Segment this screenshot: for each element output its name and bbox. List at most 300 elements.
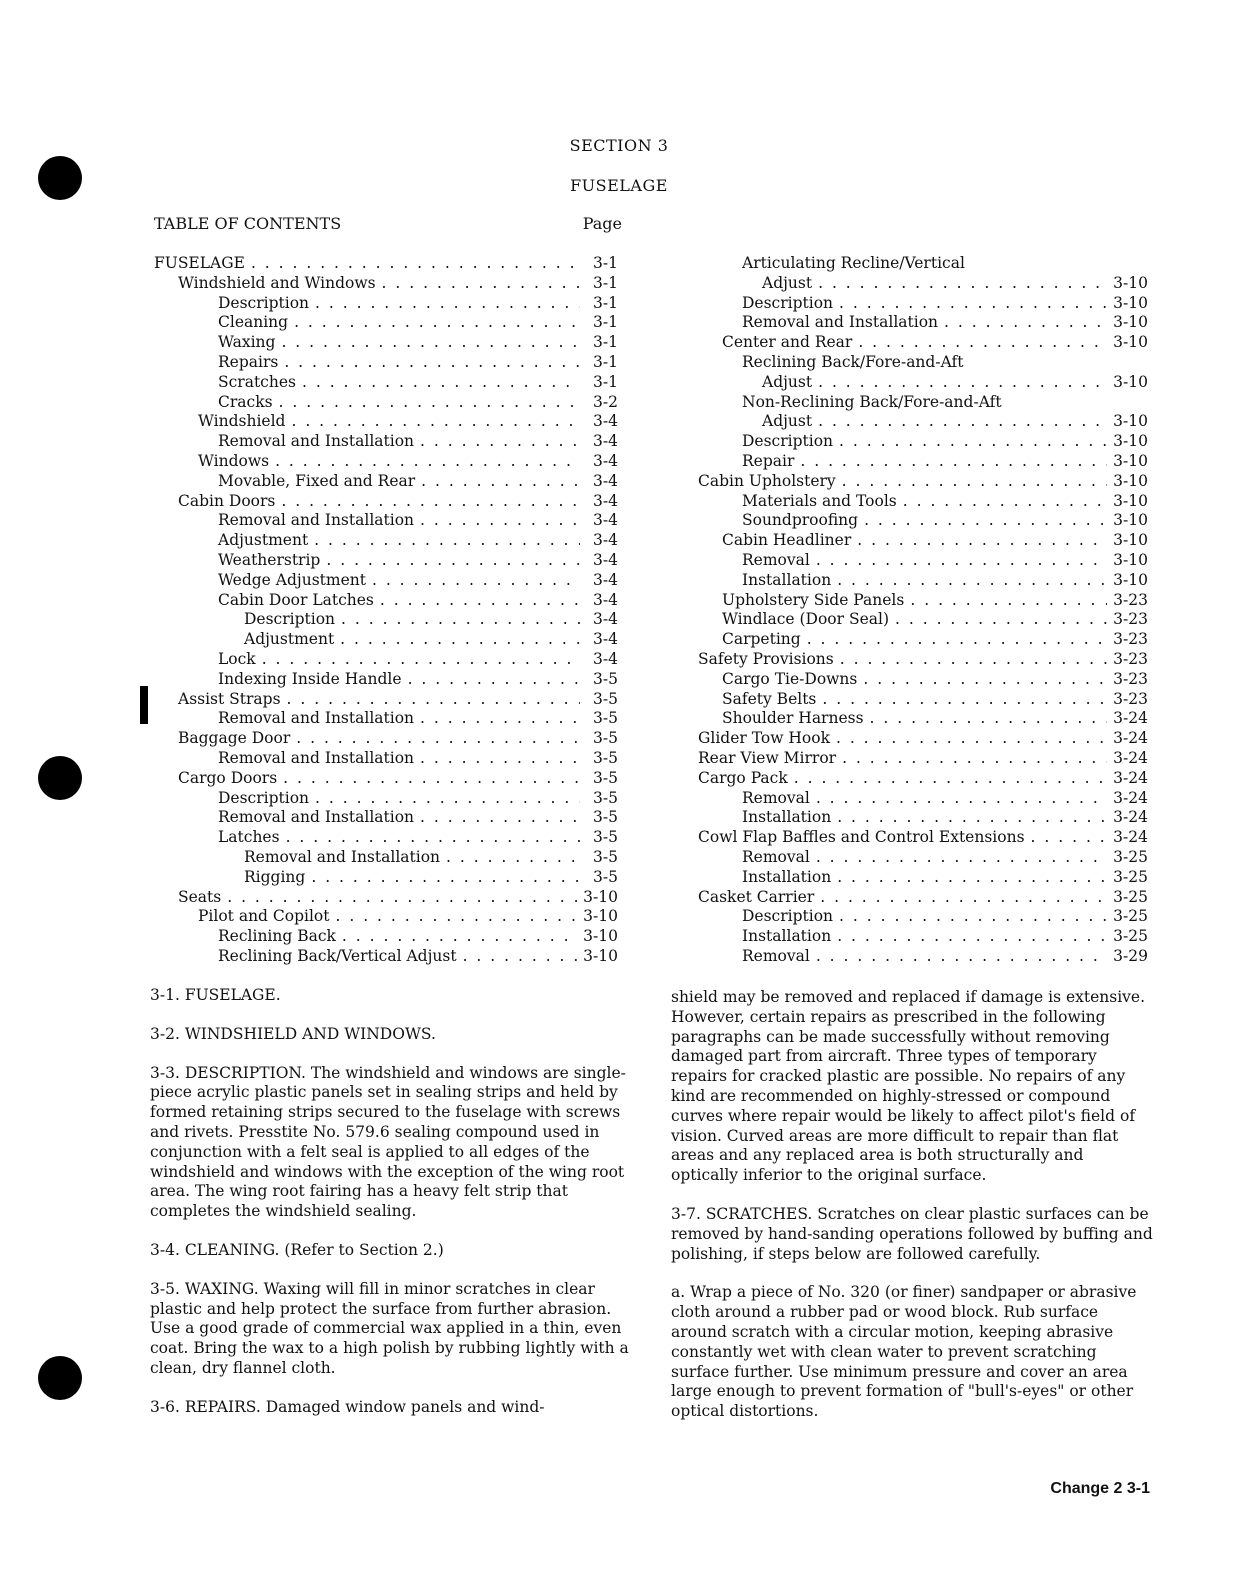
- toc-entry-page: 3-4: [593, 511, 618, 530]
- toc-entry-title: Cabin Headliner: [722, 531, 852, 550]
- toc-entry-title: Cracks: [218, 392, 273, 411]
- toc-entry-title: Wedge Adjustment: [218, 570, 366, 589]
- toc-entry-page: 3-4: [593, 491, 618, 510]
- toc-entry-title: Assist Straps: [178, 689, 281, 708]
- toc-entry: [698, 313, 1148, 333]
- toc-entry: [698, 571, 1148, 591]
- toc-leader-dots: [895, 610, 1107, 630]
- toc-entry: [154, 630, 618, 650]
- toc-leader-dots: [858, 333, 1107, 353]
- toc-entry-page: 3-24: [1113, 828, 1148, 847]
- toc-entry: [154, 511, 618, 531]
- toc-leader-dots: [372, 571, 580, 591]
- toc-entry: [154, 690, 618, 710]
- toc-leader-dots: [294, 313, 580, 333]
- toc-leader-dots: [944, 313, 1107, 333]
- toc-entry-page: 3-4: [593, 630, 618, 649]
- toc-right-column: [698, 254, 1148, 967]
- body-paragraph: 3-2. WINDSHIELD AND WINDOWS.: [150, 1024, 436, 1043]
- toc-entry-title: Description: [742, 907, 834, 926]
- toc-leader-dots: [279, 393, 580, 413]
- toc-entry: [154, 808, 618, 828]
- toc-entry-page: 3-10: [1113, 511, 1148, 530]
- toc-leader-dots: [1031, 828, 1108, 848]
- toc-heading: TABLE OF CONTENTS: [154, 214, 342, 233]
- toc-entry: [154, 412, 618, 432]
- toc-leader-dots: [837, 927, 1107, 947]
- toc-entry-page: 3-10: [1113, 570, 1148, 589]
- toc-entry-title: Removal and Installation: [218, 748, 415, 767]
- toc-entry-title: Shoulder Harness: [722, 709, 864, 728]
- toc-leader-dots: [818, 412, 1107, 432]
- toc-entry-page: 3-4: [593, 412, 618, 431]
- toc-leader-dots: [446, 848, 580, 868]
- toc-leader-dots: [296, 729, 580, 749]
- toc-page-label: Page: [582, 214, 622, 233]
- toc-leader-dots: [822, 690, 1107, 710]
- toc-entry-page: 3-4: [593, 649, 618, 668]
- toc-entry: [154, 274, 618, 294]
- body-paragraph: shield may be removed and replaced if damage is extensive. However, certain repairs as prescribed in the following paragraphs can be made successfully without removing damaged part from aircraft. Three types of temporary repairs for cracked plastic are possible. No repairs of any kind are recommended on highly-stressed or compound curves where repair would be likely to affect pilot's field of vision. Curved areas are more difficult to repair than flat areas and any replaced area is both structurally and optically inferior to the original surface.: [671, 988, 1146, 1185]
- toc-entry-title: Non-Reclining Back/Fore-and-Aft: [742, 392, 1002, 411]
- section-number: SECTION 3: [569, 136, 669, 155]
- toc-entry-title: Description: [218, 293, 310, 312]
- toc-entry-page: 3-5: [593, 808, 618, 827]
- toc-entry-page: 3-5: [593, 828, 618, 847]
- toc-entry: [698, 551, 1148, 571]
- toc-entry-page: 3-10: [1113, 313, 1148, 332]
- toc-entry: [698, 769, 1148, 789]
- toc-entry: [698, 432, 1148, 452]
- toc-entry: [154, 848, 618, 868]
- toc-leader-dots: [420, 808, 580, 828]
- toc-leader-dots: [420, 749, 580, 769]
- toc-entry-page: 3-24: [1113, 729, 1148, 748]
- toc-entry-title: Waxing: [218, 333, 276, 352]
- toc-entry-page: 3-2: [593, 392, 618, 411]
- toc-entry-title: Windshield: [198, 412, 286, 431]
- toc-entry: [698, 749, 1148, 769]
- toc-entry-page: 3-10: [1113, 372, 1148, 391]
- toc-leader-dots: [818, 274, 1107, 294]
- toc-entry: [698, 492, 1148, 512]
- toc-leader-dots: [275, 452, 580, 472]
- toc-entry-title: Cabin Door Latches: [218, 590, 374, 609]
- toc-entry-title: Removal and Installation: [742, 313, 939, 332]
- toc-leader-dots: [903, 492, 1107, 512]
- toc-entry: [154, 373, 618, 393]
- toc-entry-page: 3-10: [1113, 471, 1148, 490]
- toc-entry-title: Removal and Installation: [218, 709, 415, 728]
- body-left-column: [150, 986, 630, 1437]
- toc-entry-title: Seats: [178, 887, 222, 906]
- toc-entry-page: 3-1: [593, 313, 618, 332]
- toc-leader-dots: [864, 511, 1107, 531]
- toc-leader-dots: [857, 531, 1107, 551]
- toc-leader-dots: [283, 769, 580, 789]
- toc-entry-title: Baggage Door: [178, 729, 291, 748]
- toc-entry: [698, 591, 1148, 611]
- toc-entry: [698, 650, 1148, 670]
- toc-entry-title: Description: [244, 610, 336, 629]
- toc-entry-title: Indexing Inside Handle: [218, 669, 402, 688]
- toc-entry: [154, 868, 618, 888]
- toc-entry-page: 3-10: [583, 887, 618, 906]
- toc-entry-title: Soundproofing: [742, 511, 859, 530]
- toc-leader-dots: [408, 670, 580, 690]
- toc-entry: [698, 254, 1148, 274]
- toc-entry-page: 3-10: [1113, 531, 1148, 550]
- toc-entry-page: 3-1: [593, 372, 618, 391]
- toc-entry-title: Removal: [742, 847, 810, 866]
- toc-entry-page: 3-5: [593, 689, 618, 708]
- toc-entry: [698, 472, 1148, 492]
- toc-entry-title: Cleaning: [218, 313, 289, 332]
- toc-leader-dots: [910, 591, 1107, 611]
- body-paragraph: 3-5. WAXING. Waxing will fill in minor scratches in clear plastic and help protect the surface from further abrasion. Use a good grade of commercial wax applied in a thin, even coat. Bring the wax to a high polish by rubbing lightly with a clean, dry flannel cloth.: [150, 1279, 629, 1377]
- toc-leader-dots: [420, 511, 580, 531]
- toc-entry-page: 3-4: [593, 451, 618, 470]
- toc-entry-page: 3-10: [583, 946, 618, 965]
- toc-leader-dots: [794, 769, 1107, 789]
- toc-leader-dots: [463, 947, 578, 967]
- toc-entry: [154, 551, 618, 571]
- toc-entry-page: 3-24: [1113, 709, 1148, 728]
- section-title: FUSELAGE: [570, 176, 668, 195]
- toc-leader-dots: [284, 353, 580, 373]
- toc-entry: [154, 432, 618, 452]
- toc-entry-title: Removal and Installation: [218, 511, 415, 530]
- toc-entry: [154, 828, 618, 848]
- toc-entry-title: Pilot and Copilot: [198, 907, 330, 926]
- toc-entry-title: Cowl Flap Baffles and Control Extensions: [698, 828, 1025, 847]
- toc-leader-dots: [286, 828, 580, 848]
- toc-entry-page: 3-1: [593, 273, 618, 292]
- body-paragraph: 3-4. CLEANING. (Refer to Section 2.): [150, 1240, 444, 1259]
- toc-entry: [698, 531, 1148, 551]
- toc-entry: [154, 709, 618, 729]
- toc-entry-page: 3-4: [593, 570, 618, 589]
- toc-entry-title: Adjustment: [218, 531, 309, 550]
- toc-entry-title: Description: [218, 788, 310, 807]
- toc-entry-page: 3-5: [593, 709, 618, 728]
- toc-entry-page: 3-4: [593, 432, 618, 451]
- toc-leader-dots: [842, 472, 1108, 492]
- toc-entry-title: Adjust: [762, 372, 813, 391]
- toc-entry-page: 3-10: [1113, 412, 1148, 431]
- toc-entry-title: Rigging: [244, 867, 306, 886]
- toc-entry-page: 3-5: [593, 669, 618, 688]
- toc-leader-dots: [818, 373, 1107, 393]
- toc-entry-title: Adjustment: [244, 630, 335, 649]
- toc-entry-page: 3-5: [593, 748, 618, 767]
- toc-entry-title: Cargo Tie-Downs: [722, 669, 858, 688]
- toc-entry-title: Center and Rear: [722, 333, 853, 352]
- toc-entry: [698, 511, 1148, 531]
- toc-entry-title: Description: [742, 432, 834, 451]
- toc-entry: [698, 789, 1148, 809]
- toc-entry-title: Windshield and Windows: [178, 273, 376, 292]
- toc-entry: [154, 947, 618, 967]
- toc-entry-page: 3-25: [1113, 927, 1148, 946]
- toc-entry-title: Windows: [198, 451, 270, 470]
- toc-entry-page: 3-5: [593, 867, 618, 886]
- toc-leader-dots: [380, 591, 580, 611]
- toc-entry-page: 3-10: [1113, 432, 1148, 451]
- toc-leader-dots: [315, 294, 580, 314]
- toc-entry-title: Removal: [742, 946, 810, 965]
- toc-entry-page: 3-10: [1113, 333, 1148, 352]
- toc-leader-dots: [863, 670, 1107, 690]
- toc-leader-dots: [816, 551, 1107, 571]
- toc-entry: [154, 452, 618, 472]
- toc-entry: [154, 313, 618, 333]
- body-paragraph: 3-1. FUSELAGE.: [150, 986, 281, 1004]
- toc-entry-page: 3-4: [593, 531, 618, 550]
- body-paragraph: 3-3. DESCRIPTION. The windshield and windows are single-piece acrylic plastic panels set in sealing strips and held by formed retaining strips secured to the fuselage with screws and rivets. Presstite No. 579.6 sealing compound used in conjunction with a felt seal is applied to all edges of the windshield and windows with the exception of the wing root area. The wing root fairing has a heavy felt strip that completes the windshield sealing.: [150, 1063, 626, 1221]
- toc-entry: [154, 531, 618, 551]
- toc-entry: [154, 353, 618, 373]
- binder-hole-middle: [38, 756, 82, 800]
- toc-entry: [698, 828, 1148, 848]
- toc-entry: [154, 591, 618, 611]
- toc-entry-page: 3-24: [1113, 768, 1148, 787]
- toc-leader-dots: [340, 630, 580, 650]
- toc-entry-title: Movable, Fixed and Rear: [218, 471, 416, 490]
- toc-entry-title: Rear View Mirror: [698, 748, 837, 767]
- toc-leader-dots: [870, 709, 1108, 729]
- toc-leader-dots: [287, 690, 580, 710]
- toc-leader-dots: [837, 808, 1107, 828]
- toc-leader-dots: [420, 432, 580, 452]
- toc-entry-page: 3-5: [593, 788, 618, 807]
- toc-leader-dots: [311, 868, 580, 888]
- toc-entry-title: Repair: [742, 451, 795, 470]
- toc-entry: [698, 848, 1148, 868]
- toc-entry-title: Cargo Pack: [698, 768, 788, 787]
- toc-leader-dots: [820, 888, 1107, 908]
- toc-entry: [698, 868, 1148, 888]
- toc-entry-title: Installation: [742, 867, 832, 886]
- toc-entry-title: Cabin Upholstery: [698, 471, 836, 490]
- toc-leader-dots: [839, 907, 1107, 927]
- toc-leader-dots: [839, 294, 1107, 314]
- toc-entry: [154, 789, 618, 809]
- toc-leader-dots: [836, 729, 1107, 749]
- toc-entry: [154, 907, 618, 927]
- toc-leader-dots: [314, 531, 580, 551]
- toc-leader-dots: [251, 254, 580, 274]
- toc-leader-dots: [302, 373, 580, 393]
- toc-entry-title: Latches: [218, 828, 280, 847]
- toc-entry: [698, 333, 1148, 353]
- toc-entry-page: 3-4: [593, 550, 618, 569]
- body-paragraph: 3-6. REPAIRS. Damaged window panels and wind-: [150, 1397, 545, 1416]
- toc-entry-page: 3-23: [1113, 630, 1148, 649]
- toc-entry: [154, 749, 618, 769]
- toc-entry-title: Installation: [742, 927, 832, 946]
- toc-entry: [154, 254, 618, 274]
- toc-entry-page: 3-4: [593, 590, 618, 609]
- toc-leader-dots: [281, 492, 580, 512]
- toc-entry-page: 3-25: [1113, 867, 1148, 886]
- toc-entry-page: 3-10: [1113, 491, 1148, 510]
- toc-entry-page: 3-1: [593, 254, 618, 272]
- toc-entry-title: Adjust: [762, 412, 813, 431]
- toc-leader-dots: [800, 452, 1107, 472]
- toc-left-column: [154, 254, 618, 967]
- toc-entry-title: Repairs: [218, 352, 279, 371]
- toc-heading-row: [154, 214, 622, 233]
- toc-leader-dots: [421, 472, 580, 492]
- toc-entry: [154, 888, 618, 908]
- toc-entry-page: 3-25: [1113, 847, 1148, 866]
- toc-entry: [698, 630, 1148, 650]
- toc-entry: [698, 294, 1148, 314]
- toc-entry-title: Glider Tow Hook: [698, 729, 830, 748]
- toc-leader-dots: [291, 412, 580, 432]
- toc-entry-title: Description: [742, 293, 834, 312]
- toc-entry: [154, 472, 618, 492]
- toc-entry-page: 3-5: [593, 729, 618, 748]
- toc-entry: [698, 452, 1148, 472]
- toc-entry: [698, 729, 1148, 749]
- toc-entry-title: Safety Provisions: [698, 649, 834, 668]
- toc-entry-title: Installation: [742, 808, 832, 827]
- toc-entry: [698, 373, 1148, 393]
- toc-entry-page: 3-23: [1113, 610, 1148, 629]
- toc-entry: [154, 650, 618, 670]
- toc-entry-page: 3-1: [593, 352, 618, 371]
- toc-entry-title: Materials and Tools: [742, 491, 897, 510]
- toc-entry-title: Installation: [742, 570, 832, 589]
- toc-entry: [154, 610, 618, 630]
- toc-entry-page: 3-10: [1113, 451, 1148, 470]
- toc-entry: [154, 492, 618, 512]
- toc-entry: [698, 947, 1148, 967]
- toc-leader-dots: [816, 947, 1107, 967]
- toc-leader-dots: [281, 333, 580, 353]
- toc-entry-page: 3-24: [1113, 808, 1148, 827]
- toc-entry-page: 3-5: [593, 847, 618, 866]
- toc-leader-dots: [840, 650, 1107, 670]
- toc-entry: [154, 294, 618, 314]
- toc-entry-page: 3-24: [1113, 748, 1148, 767]
- toc-entry-title: Removal and Installation: [218, 808, 415, 827]
- toc-entry-page: 3-23: [1113, 649, 1148, 668]
- toc-entry-page: 3-10: [583, 927, 618, 946]
- toc-entry-title: Windlace (Door Seal): [722, 610, 890, 629]
- change-bar: [140, 686, 148, 724]
- toc-entry-page: 3-10: [583, 907, 618, 926]
- toc-leader-dots: [837, 868, 1107, 888]
- toc-entry-page: 3-23: [1113, 689, 1148, 708]
- toc-leader-dots: [315, 789, 580, 809]
- toc-entry: [154, 571, 618, 591]
- toc-entry-page: 3-5: [593, 768, 618, 787]
- toc-entry: [698, 670, 1148, 690]
- toc-entry-title: Reclining Back/Fore-and-Aft: [742, 352, 964, 371]
- toc-leader-dots: [227, 888, 577, 908]
- toc-entry-page: 3-1: [593, 333, 618, 352]
- toc-entry-title: Cabin Doors: [178, 491, 276, 510]
- toc-entry-page: 3-23: [1113, 590, 1148, 609]
- toc-entry: [698, 412, 1148, 432]
- toc-entry: [154, 729, 618, 749]
- toc-entry: [154, 670, 618, 690]
- toc-entry: [154, 393, 618, 413]
- toc-entry-title: Weatherstrip: [218, 550, 321, 569]
- toc-entry-page: 3-10: [1113, 273, 1148, 292]
- toc-entry: [698, 808, 1148, 828]
- toc-leader-dots: [816, 848, 1107, 868]
- toc-entry-title: FUSELAGE: [154, 254, 245, 272]
- toc-entry: [698, 690, 1148, 710]
- toc-entry-page: 3-29: [1113, 946, 1148, 965]
- toc-entry: [698, 353, 1148, 373]
- toc-entry-title: Upholstery Side Panels: [722, 590, 905, 609]
- toc-entry-page: 3-10: [1113, 293, 1148, 312]
- toc-leader-dots: [342, 927, 577, 947]
- page-footer: Change 2 3-1: [1050, 1480, 1150, 1497]
- toc-entry-title: Removal: [742, 550, 810, 569]
- binder-hole-bottom: [38, 1356, 82, 1400]
- toc-entry-page: 3-10: [1113, 550, 1148, 569]
- toc-leader-dots: [420, 709, 580, 729]
- body-paragraph: 3-7. SCRATCHES. Scratches on clear plastic surfaces can be removed by hand-sanding operations followed by buffing and polishing, if steps below are followed carefully.: [671, 1204, 1153, 1263]
- toc-entry: [698, 393, 1148, 413]
- toc-entry-title: Scratches: [218, 372, 296, 391]
- toc-entry: [698, 927, 1148, 947]
- toc-leader-dots: [341, 610, 580, 630]
- body-paragraph: a. Wrap a piece of No. 320 (or finer) sandpaper or abrasive cloth around a rubber pad or wood block. Rub surface around scratch with a circular motion, keeping abrasive constantly wet with clean water to prevent scratching surface further. Use minimum pressure and cover an area large enough to prevent formation of "bull's-eyes" or other optical distortions.: [671, 1283, 1137, 1421]
- toc-leader-dots: [807, 630, 1107, 650]
- toc-entry: [154, 927, 618, 947]
- toc-entry: [154, 769, 618, 789]
- toc-leader-dots: [837, 571, 1107, 591]
- toc-entry-page: 3-25: [1113, 887, 1148, 906]
- toc-entry-page: 3-23: [1113, 669, 1148, 688]
- toc-entry-title: Cargo Doors: [178, 768, 278, 787]
- toc-entry-title: Reclining Back/Vertical Adjust: [218, 946, 457, 965]
- toc-leader-dots: [839, 432, 1107, 452]
- toc-entry: [154, 333, 618, 353]
- toc-entry: [698, 888, 1148, 908]
- toc-leader-dots: [382, 274, 580, 294]
- toc-entry-title: Casket Carrier: [698, 887, 815, 906]
- toc-entry-title: Removal: [742, 788, 810, 807]
- toc-entry-page: 3-1: [593, 293, 618, 312]
- toc-leader-dots: [842, 749, 1107, 769]
- toc-leader-dots: [326, 551, 580, 571]
- toc-leader-dots: [262, 650, 580, 670]
- toc-entry-page: 3-24: [1113, 788, 1148, 807]
- toc-entry: [698, 907, 1148, 927]
- toc-entry-title: Removal and Installation: [218, 432, 415, 451]
- toc-entry-title: Reclining Back: [218, 927, 336, 946]
- toc-entry: [698, 274, 1148, 294]
- toc-entry-title: Lock: [218, 649, 256, 668]
- toc-entry-title: Carpeting: [722, 630, 801, 649]
- toc-leader-dots: [816, 789, 1107, 809]
- toc-entry-page: 3-4: [593, 471, 618, 490]
- toc-entry-title: Adjust: [762, 273, 813, 292]
- toc-entry-title: Removal and Installation: [244, 847, 441, 866]
- toc-leader-dots: [336, 907, 578, 927]
- toc-entry-title: Safety Belts: [722, 689, 817, 708]
- toc-entry-title: Articulating Recline/Vertical: [742, 254, 965, 272]
- toc-entry: [698, 610, 1148, 630]
